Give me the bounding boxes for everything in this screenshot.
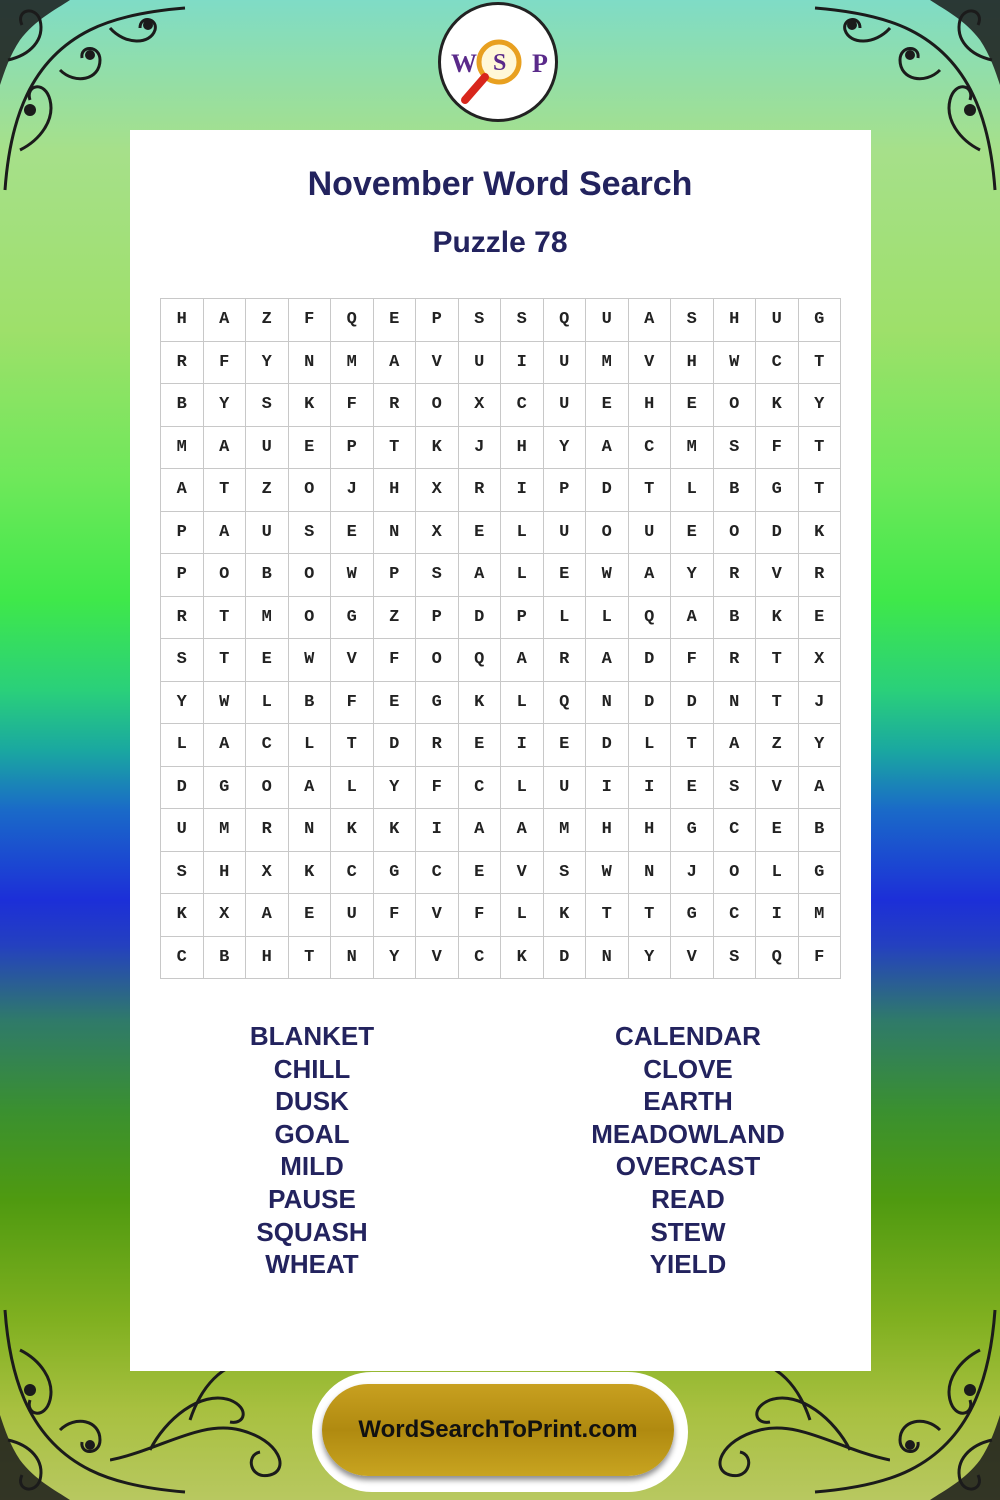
grid-cell[interactable]: O [713,384,756,427]
grid-cell[interactable]: C [246,724,289,767]
grid-cell[interactable]: O [288,596,331,639]
grid-cell[interactable]: C [713,894,756,937]
grid-cell[interactable]: C [628,426,671,469]
grid-cell[interactable]: H [161,299,204,342]
grid-cell[interactable]: W [586,851,629,894]
grid-cell[interactable]: G [331,596,374,639]
grid-cell[interactable]: O [288,469,331,512]
grid-row [161,299,841,342]
grid-cell[interactable]: H [246,936,289,979]
grid-cell[interactable]: E [331,511,374,554]
grid-cell[interactable]: L [161,724,204,767]
grid-cell[interactable]: P [161,511,204,554]
grid-cell[interactable]: K [373,809,416,852]
page-title: November Word Search [307,165,693,203]
grid-cell[interactable]: T [331,724,374,767]
grid-cell[interactable]: Z [373,596,416,639]
grid-cell[interactable]: Z [246,469,289,512]
grid-cell[interactable]: M [586,341,629,384]
grid-cell[interactable]: T [798,469,841,512]
grid-cell[interactable]: E [373,681,416,724]
grid-cell[interactable]: H [671,341,714,384]
grid-cell[interactable]: X [246,851,289,894]
logo-letter-w: W [451,49,477,78]
grid-cell[interactable]: E [458,724,501,767]
grid-cell[interactable]: D [756,511,799,554]
word-list-item: SQUASH [256,1216,368,1247]
grid-cell[interactable]: G [798,299,841,342]
grid-cell[interactable]: Y [373,766,416,809]
grid-cell[interactable]: M [671,426,714,469]
grid-cell[interactable]: E [543,724,586,767]
grid-cell[interactable]: U [246,511,289,554]
grid-cell[interactable]: V [331,639,374,682]
grid-cell[interactable]: J [458,426,501,469]
grid-cell[interactable]: D [586,469,629,512]
grid-cell[interactable]: R [458,469,501,512]
grid-cell[interactable]: Q [331,299,374,342]
grid-cell[interactable]: L [501,766,544,809]
grid-cell[interactable]: N [288,341,331,384]
grid-row [161,894,841,937]
grid-cell[interactable]: B [713,596,756,639]
grid-row [161,639,841,682]
word-list-left [162,1020,462,1281]
grid-cell[interactable]: A [288,766,331,809]
grid-cell[interactable]: H [713,299,756,342]
grid-cell[interactable]: A [586,426,629,469]
grid-row [161,511,841,554]
grid-cell[interactable]: P [543,469,586,512]
grid-cell[interactable]: T [373,426,416,469]
grid-cell[interactable]: A [628,554,671,597]
grid-cell[interactable]: Y [628,936,671,979]
grid-cell[interactable]: J [671,851,714,894]
grid-cell[interactable]: K [756,596,799,639]
grid-cell[interactable]: W [586,554,629,597]
grid-cell[interactable]: Q [458,639,501,682]
grid-cell[interactable]: G [671,809,714,852]
word-list-item: READ [651,1183,725,1214]
grid-cell[interactable]: F [288,299,331,342]
grid-row [161,724,841,767]
grid-row [161,469,841,512]
grid-cell[interactable]: C [416,851,459,894]
letter-grid[interactable] [160,298,841,979]
grid-cell[interactable]: L [246,681,289,724]
grid-cell[interactable]: B [713,469,756,512]
word-list-item: CALENDAR [615,1021,761,1051]
grid-cell[interactable]: T [288,936,331,979]
grid-cell[interactable]: N [373,511,416,554]
grid-cell[interactable]: R [798,554,841,597]
grid-cell[interactable]: P [501,596,544,639]
grid-cell[interactable]: L [331,766,374,809]
grid-cell[interactable]: T [798,341,841,384]
grid-cell[interactable]: A [798,766,841,809]
grid-cell[interactable]: S [713,426,756,469]
word-list-item: CHILL [273,1053,351,1084]
grid-row [161,936,841,979]
grid-cell[interactable]: U [543,384,586,427]
grid-cell[interactable]: I [586,766,629,809]
grid-cell[interactable]: W [203,681,246,724]
grid-cell[interactable]: Q [628,596,671,639]
grid-cell[interactable]: Y [671,554,714,597]
grid-cell[interactable]: I [501,341,544,384]
grid-cell[interactable]: M [798,894,841,937]
grid-cell[interactable]: R [713,554,756,597]
grid-cell[interactable]: E [671,511,714,554]
grid-cell[interactable]: G [373,851,416,894]
grid-cell[interactable]: U [586,299,629,342]
grid-cell[interactable]: A [458,809,501,852]
grid-cell[interactable]: V [756,554,799,597]
grid-cell[interactable]: Q [756,936,799,979]
word-list-item: DUSK [275,1086,349,1117]
grid-cell[interactable]: N [331,936,374,979]
grid-cell[interactable]: B [203,936,246,979]
grid-cell[interactable]: T [203,469,246,512]
grid-cell[interactable]: L [543,596,586,639]
grid-cell[interactable]: E [458,851,501,894]
grid-cell[interactable]: E [671,766,714,809]
grid-cell[interactable]: L [671,469,714,512]
grid-cell[interactable]: X [458,384,501,427]
grid-cell[interactable]: R [543,639,586,682]
grid-cell[interactable]: S [288,511,331,554]
grid-row [161,426,841,469]
grid-cell[interactable]: C [756,341,799,384]
grid-row [161,766,841,809]
grid-cell[interactable]: V [756,766,799,809]
grid-cell[interactable]: O [586,511,629,554]
grid-cell[interactable]: Y [798,384,841,427]
grid-cell[interactable]: R [416,724,459,767]
grid-cell[interactable]: X [203,894,246,937]
grid-cell[interactable]: R [246,809,289,852]
grid-cell[interactable]: S [671,299,714,342]
grid-cell[interactable]: B [161,384,204,427]
grid-cell[interactable]: E [246,639,289,682]
grid-cell[interactable]: L [756,851,799,894]
grid-cell[interactable]: S [713,766,756,809]
grid-cell[interactable]: T [628,894,671,937]
grid-cell[interactable]: Y [203,384,246,427]
grid-cell[interactable]: V [416,936,459,979]
grid-cell[interactable]: S [543,851,586,894]
grid-cell[interactable]: O [713,511,756,554]
grid-cell[interactable]: L [501,681,544,724]
grid-cell[interactable]: U [543,341,586,384]
word-list-item: EARTH [643,1086,733,1117]
word-list-item: BLANKET [249,1021,375,1051]
grid-cell[interactable]: N [586,936,629,979]
grid-cell[interactable]: M [543,809,586,852]
grid-cell[interactable]: U [543,766,586,809]
grid-cell[interactable]: V [416,341,459,384]
grid-cell[interactable]: Y [161,681,204,724]
grid-cell[interactable]: R [713,639,756,682]
grid-cell[interactable]: F [671,639,714,682]
grid-cell[interactable]: A [501,809,544,852]
grid-cell[interactable]: E [798,596,841,639]
grid-cell[interactable]: X [798,639,841,682]
grid-cell[interactable]: O [416,639,459,682]
site-link-button[interactable]: WordSearchToPrint.com [322,1384,674,1476]
grid-cell[interactable]: W [331,554,374,597]
word-list-item: PAUSE [268,1183,356,1214]
grid-cell[interactable]: R [373,384,416,427]
word-list-item: YIELD [649,1249,727,1280]
grid-cell[interactable]: O [713,851,756,894]
grid-cell[interactable]: A [246,894,289,937]
grid-cell[interactable]: I [756,894,799,937]
grid-cell[interactable]: T [628,469,671,512]
grid-cell[interactable]: L [288,724,331,767]
grid-cell[interactable]: H [501,426,544,469]
grid-cell[interactable]: P [373,554,416,597]
grid-cell[interactable]: U [246,426,289,469]
grid-cell[interactable]: U [628,511,671,554]
grid-row [161,681,841,724]
grid-row [161,384,841,427]
grid-cell[interactable]: O [288,554,331,597]
grid-cell[interactable]: A [161,469,204,512]
grid-cell[interactable]: Y [246,341,289,384]
grid-cell[interactable]: A [203,426,246,469]
grid-cell[interactable]: T [756,681,799,724]
grid-cell[interactable]: T [671,724,714,767]
grid-cell[interactable]: D [628,639,671,682]
grid-cell[interactable]: U [458,341,501,384]
grid-cell[interactable]: D [586,724,629,767]
grid-cell[interactable]: S [713,936,756,979]
grid-cell[interactable]: N [713,681,756,724]
grid-cell[interactable]: E [288,894,331,937]
grid-cell[interactable]: H [203,851,246,894]
grid-cell[interactable]: E [671,384,714,427]
grid-cell[interactable]: D [671,681,714,724]
logo-letter-p: P [532,49,548,78]
grid-cell[interactable]: N [586,681,629,724]
grid-cell[interactable]: G [756,469,799,512]
word-list-right [538,1020,838,1281]
grid-cell[interactable]: A [501,639,544,682]
grid-cell[interactable]: F [416,766,459,809]
grid-cell[interactable]: T [798,426,841,469]
grid-cell[interactable]: I [628,766,671,809]
grid-row [161,596,841,639]
grid-cell[interactable]: F [798,936,841,979]
grid-cell[interactable]: P [416,299,459,342]
grid-cell[interactable]: M [203,809,246,852]
grid-cell[interactable]: I [416,809,459,852]
grid-cell[interactable]: H [586,809,629,852]
grid-cell[interactable]: F [458,894,501,937]
grid-cell[interactable]: S [161,851,204,894]
grid-cell[interactable]: L [501,511,544,554]
grid-cell[interactable]: K [161,894,204,937]
grid-row [161,851,841,894]
grid-cell[interactable]: S [501,299,544,342]
grid-cell[interactable]: T [203,639,246,682]
grid-cell[interactable]: G [671,894,714,937]
grid-cell[interactable]: P [331,426,374,469]
grid-cell[interactable]: U [756,299,799,342]
grid-cell[interactable]: B [288,681,331,724]
grid-cell[interactable]: L [501,894,544,937]
grid-cell[interactable]: G [416,681,459,724]
word-list-item: CLOVE [643,1053,733,1084]
grid-cell[interactable]: K [798,511,841,554]
grid-cell[interactable]: N [628,851,671,894]
grid-cell[interactable]: B [798,809,841,852]
word-list-item: GOAL [274,1118,350,1149]
grid-cell[interactable]: J [331,469,374,512]
grid-cell[interactable]: K [331,809,374,852]
grid-cell[interactable]: P [416,596,459,639]
grid-cell[interactable]: E [586,384,629,427]
grid-cell[interactable]: E [543,554,586,597]
grid-cell[interactable]: V [416,894,459,937]
grid-cell[interactable]: D [373,724,416,767]
grid-cell[interactable]: B [246,554,289,597]
grid-row [161,809,841,852]
grid-cell[interactable]: Z [246,299,289,342]
grid-cell[interactable]: D [628,681,671,724]
grid-cell[interactable]: M [331,341,374,384]
grid-cell[interactable]: U [161,809,204,852]
grid-cell[interactable]: G [798,851,841,894]
grid-cell[interactable]: S [246,384,289,427]
grid-cell[interactable]: H [628,809,671,852]
grid-cell[interactable]: A [373,341,416,384]
grid-cell[interactable]: K [543,894,586,937]
grid-cell[interactable]: T [756,639,799,682]
grid-cell[interactable]: Y [543,426,586,469]
grid-cell[interactable]: J [798,681,841,724]
grid-cell[interactable]: T [203,596,246,639]
grid-cell[interactable]: W [713,341,756,384]
site-badge-frame [312,1372,688,1492]
grid-cell[interactable]: F [756,426,799,469]
grid-cell[interactable]: U [543,511,586,554]
grid-cell[interactable]: K [416,426,459,469]
grid-cell[interactable]: Q [543,299,586,342]
grid-cell[interactable]: F [203,341,246,384]
grid-cell[interactable]: D [161,766,204,809]
grid-cell[interactable]: C [501,384,544,427]
grid-cell[interactable]: A [586,639,629,682]
grid-cell[interactable]: C [458,936,501,979]
grid-cell[interactable]: A [203,299,246,342]
grid-cell[interactable]: T [586,894,629,937]
grid-cell[interactable]: C [331,851,374,894]
grid-cell[interactable]: O [416,384,459,427]
grid-cell[interactable]: I [501,469,544,512]
logo-letter-s: S [493,50,507,76]
grid-cell[interactable]: R [161,596,204,639]
grid-cell[interactable]: D [543,936,586,979]
grid-cell[interactable]: S [161,639,204,682]
grid-cell[interactable]: C [713,809,756,852]
grid-cell[interactable]: I [501,724,544,767]
wsp-logo[interactable] [438,2,558,122]
grid-cell[interactable]: X [416,511,459,554]
grid-row [161,341,841,384]
grid-cell[interactable]: E [458,511,501,554]
grid-cell[interactable]: E [373,299,416,342]
grid-cell[interactable]: V [628,341,671,384]
word-list-item: WHEAT [265,1249,359,1280]
grid-cell[interactable]: P [161,554,204,597]
grid-cell[interactable]: A [628,299,671,342]
grid-cell[interactable]: C [458,766,501,809]
grid-cell[interactable]: O [246,766,289,809]
grid-cell[interactable]: K [288,384,331,427]
grid-cell[interactable]: A [671,596,714,639]
grid-cell[interactable]: H [628,384,671,427]
word-list-item: OVERCAST [615,1151,761,1182]
grid-cell[interactable]: L [501,554,544,597]
grid-cell[interactable]: H [373,469,416,512]
grid-cell[interactable]: X [416,469,459,512]
grid-cell[interactable]: A [713,724,756,767]
grid-row [161,554,841,597]
grid-cell[interactable]: F [373,639,416,682]
grid-cell[interactable]: K [288,851,331,894]
grid-cell[interactable]: O [203,554,246,597]
grid-cell[interactable]: V [501,851,544,894]
grid-cell[interactable]: A [203,724,246,767]
grid-cell[interactable]: W [288,639,331,682]
grid-cell[interactable]: E [288,426,331,469]
grid-cell[interactable]: A [458,554,501,597]
grid-cell[interactable]: K [458,681,501,724]
grid-cell[interactable]: L [586,596,629,639]
word-list-item: STEW [650,1216,726,1247]
grid-cell[interactable]: Z [756,724,799,767]
grid-cell[interactable]: L [628,724,671,767]
grid-cell[interactable]: U [331,894,374,937]
grid-cell[interactable]: Q [543,681,586,724]
grid-cell[interactable]: Y [373,936,416,979]
grid-cell[interactable]: S [416,554,459,597]
grid-cell[interactable]: C [161,936,204,979]
word-list-item: MILD [280,1151,344,1182]
grid-cell[interactable]: A [203,511,246,554]
grid-cell[interactable]: R [161,341,204,384]
grid-cell[interactable]: D [458,596,501,639]
grid-cell[interactable]: Y [798,724,841,767]
grid-cell[interactable]: F [373,894,416,937]
puzzle-number: Puzzle 78 [432,226,568,259]
word-list-item: MEADOWLAND [591,1118,785,1149]
grid-cell[interactable]: K [501,936,544,979]
grid-cell[interactable]: N [288,809,331,852]
grid-cell[interactable]: E [756,809,799,852]
grid-cell[interactable]: M [246,596,289,639]
grid-cell[interactable]: K [756,384,799,427]
grid-cell[interactable]: M [161,426,204,469]
grid-cell[interactable]: F [331,681,374,724]
grid-cell[interactable]: F [331,384,374,427]
grid-cell[interactable]: G [203,766,246,809]
grid-cell[interactable]: S [458,299,501,342]
grid-cell[interactable]: V [671,936,714,979]
